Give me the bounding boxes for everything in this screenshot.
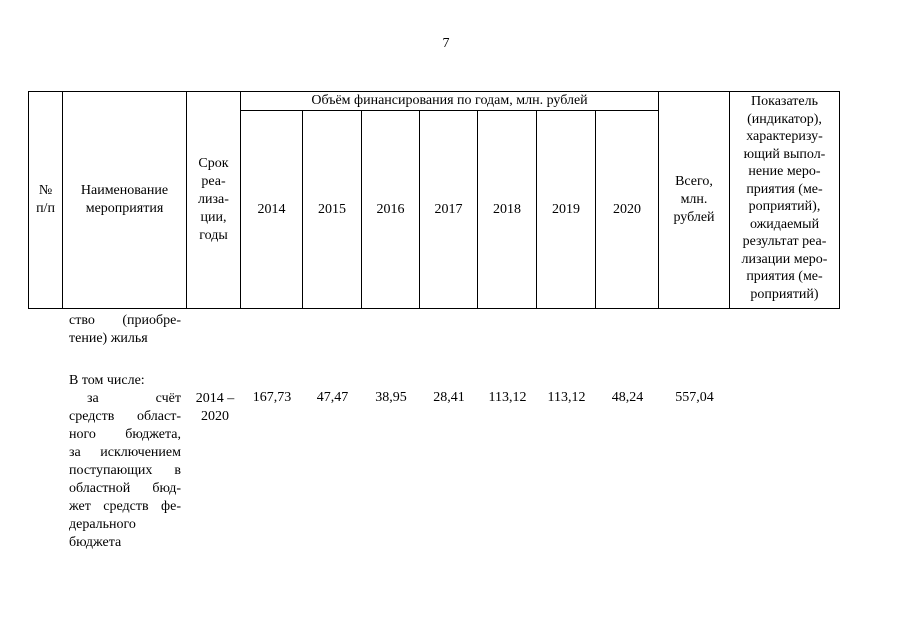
continued-name-line: ство (приобре- [69, 313, 181, 328]
row-name-line: бюджета [69, 535, 122, 550]
row-name-line: за исключением [69, 445, 181, 460]
row-name-line: поступающих в [69, 463, 181, 478]
row-name-line: дерального [69, 517, 136, 532]
value-2018: 113,12 [488, 390, 527, 405]
including-label: В том числе: [69, 373, 145, 388]
header-year-2014: 2014 [257, 201, 286, 217]
value-2015: 47,47 [316, 390, 349, 405]
header-year-2019: 2019 [552, 201, 580, 217]
row-name-line: за счёт [87, 391, 181, 406]
page-number: 7 [442, 36, 450, 51]
header-name: Наименование мероприятия [80, 183, 169, 216]
row-name-line: ного бюджета, [69, 427, 181, 442]
header-year-2018: 2018 [493, 201, 521, 217]
continued-name-line: тение) жилья [69, 331, 148, 346]
header-funding-group: Объём финансирования по годам, млн. рублей [311, 93, 588, 108]
row-name-line: средств област- [69, 409, 181, 424]
header-num: № п/п [36, 183, 55, 216]
header-term: Срок реа- лиза- ции, годы [198, 156, 229, 243]
value-total: 557,04 [675, 390, 714, 405]
value-2014: 167,73 [252, 390, 292, 405]
header-indicator: Показатель (индикатор), характеризу- ющий выпол- нение меро- приятия (ме- роприятий), ожидаемый результат реа- лизации меро- приятия (ме- роприятий) [741, 94, 828, 302]
row-name [69, 390, 181, 552]
rule-bottom [28, 308, 840, 309]
header-year-2017: 2017 [434, 201, 463, 217]
value-2016: 38,95 [375, 390, 407, 405]
row-term: 2014 – 2020 [195, 391, 235, 424]
value-2019: 113,12 [547, 390, 586, 405]
header-year-2016: 2016 [376, 201, 405, 217]
value-2017: 28,41 [433, 390, 465, 405]
row-name-line: жет средств фе- [69, 499, 181, 514]
rule-v [839, 91, 840, 309]
table-header [28, 91, 840, 309]
header-total: Всего, млн. рублей [673, 174, 715, 225]
header-year-2015: 2015 [318, 201, 346, 217]
row-name-line: областной бюд- [69, 481, 181, 496]
header-year-2020: 2020 [613, 201, 641, 217]
value-2020: 48,24 [611, 390, 644, 405]
